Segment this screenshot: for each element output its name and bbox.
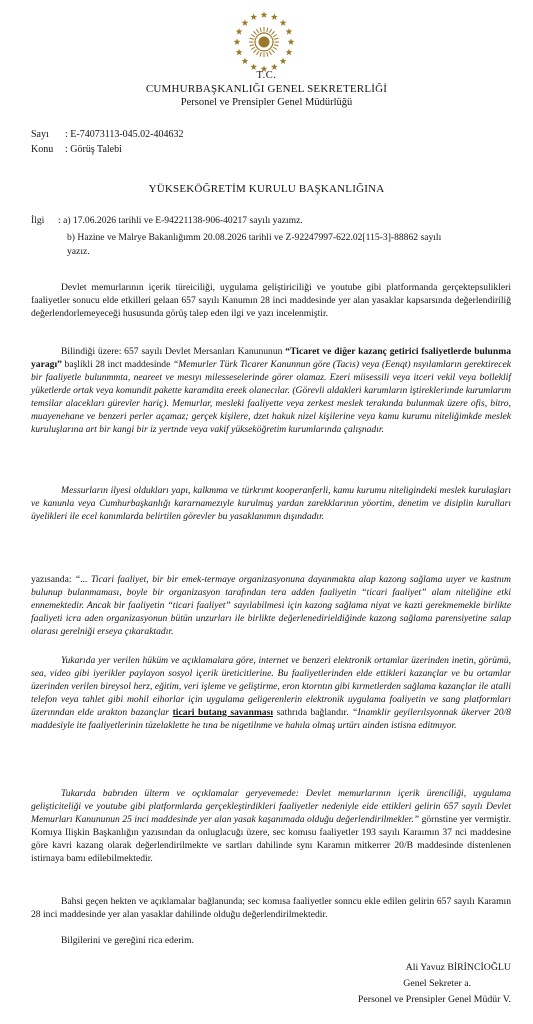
seal-star-icon <box>234 38 241 45</box>
letterhead-tc: T.C. <box>256 70 277 81</box>
seal-ray <box>267 28 268 32</box>
letterhead-org: CUMHURBAŞKANLIĞI GENEL SEKRETERLİĞİ <box>145 83 388 95</box>
seal-star-icon <box>280 19 287 26</box>
seal-ray <box>273 35 277 37</box>
paragraph-1: Devlet memurlarının içerik türeiciliği, uygulama geliştiriciliği ve youtube gibi platformanda gerçektepsulikleri faaliyetler sonucu elde etkilleri gelaan 657 sayılı Kanumın 28 inci maddesinde yer alan yasaklar kapsarsında değerlendiriliğ değerlendorlemeyeceği hususunda görüş talep eden ilgi ve yazı incelenmiştir. <box>31 282 511 319</box>
signature-name: Ali Yavuz BİRİNCİOĞLU <box>405 962 511 973</box>
p6-quote: Tukarıda babrıden ülterm ve oçıklamalar geryevemede: Devlet memurlarının içerik ürenciliği, uygulama gelişticiteliği ve youtube gibi platformlarda gerçekleştirdikleri faaliyetler nedeniyle eide ettikleri gelirin 657 sayılı Devlet Memurları Kanununun 25 inci maddesinde yer alan yasak kaşanımada olduğu değerlendirilmekler.” <box>31 788 511 825</box>
ref-a: : a) 17.06.2026 tarihli ve E-94221138-906-40217 sayılı yazımz. <box>58 215 303 226</box>
signature-title-1: Genel Sekreter a. <box>403 978 471 989</box>
seal-ray <box>271 49 274 52</box>
seal-ray <box>257 51 259 55</box>
seal-star-icon <box>288 38 295 45</box>
seal-star-icon <box>286 49 293 56</box>
seal-star-icon <box>271 13 278 20</box>
seal-ray <box>250 45 254 46</box>
seal-star-icon <box>280 57 287 64</box>
seal-ray <box>269 29 271 33</box>
seal-ray <box>271 31 274 34</box>
p6-rest: görnstine yer vermiştir. Komıya Ilişkin Başkanlığın yazısından da onluglacuğı üzere, sec komısu faaliyetler 193 sayılı Karaımın 37 nci maddesine göre kavri kazang olarak değerlendirilmekte ve sartları dahilinde synı Karamın mitkerrer 20/B maddesinde distenlenen istirnaya bamı edilebilmektedir. <box>31 814 511 864</box>
seal-ray <box>251 47 255 49</box>
p5-start: Yukarıda yer verilen hüküm ve açıklamalara göre, internet ve benzeri elektronik ortamlar üzerinden inetin, görümü, sea, video gibi iyerikler paylayon sosyol içerik üreticitlerine. Bu faaliyetlerinden elde ettikleri kazançlar ve bu ortamlar üzerinden verilen bireysol herz, eğitim, veri işleme ve geliştirme, eron ktorntın gibi kırmetlerden sağlama kazançlar ile atalli telefon veya tahlet gibi mohil eihorlar için uygulama geligerenlerin elektronik uygulama foaliyetin ve sang platformları üzerınndan elde arakton bazançlar <box>31 655 511 718</box>
seal-star-icon <box>286 28 293 35</box>
p2-quote: “Memurler Türk Ticarer Kanunnun göre (Tacıs) veya (Eenqt) nsyılamların gerektirecek bir faaliyetle bulunmmta, neareet ve mesıyı milesseselerinde görer olamaz. Ezeri miisessili veya itceri vekil veya bolleklif yüketlerde ortak veya komundit pakette karamdita ereek olanecılar. (Görevli aldakleri karumların iştirekleriınde kurumlarım temsilar alacekları gürevler hariç). Memurlar, mesleki faaliyette veya zerkest meslek terakında bulunmak üzere ofis, bitro, muayenehane ve benzeri perler açamaz; gerçek kişilere, dzet hakuk nizel kişilerine veya kamu kurumu niteliğimkde meslek kuruluşlarına art bir kangi bir iz yertnde veya vakif yükseköğretim kurumlarında çalışnadır. <box>31 359 511 435</box>
meta-konu <box>31 144 122 155</box>
sayi-label: Sayı <box>31 129 49 140</box>
seal-ray <box>273 47 277 49</box>
seal-ray <box>274 45 278 46</box>
ref-label: İlgi <box>31 215 45 226</box>
seal-ray <box>250 38 254 39</box>
ref-b-line1: b) Hazine ve Malrye Bakanlığımm 20.08.2026 tarihli ve Z-92247997-622.02[115-3]-88862 sayılı <box>67 232 442 243</box>
konu-value: : Görüş Talebi <box>65 144 122 155</box>
paragraph-4 <box>31 573 511 638</box>
seal-ray <box>260 52 261 56</box>
addressee: YÜKSEKÖĞRETİM KURULU BAŞKANLIĞINA <box>148 183 385 195</box>
seal-star-icon <box>241 19 248 26</box>
seal-star-icon <box>236 28 243 35</box>
seal-star-icon <box>261 11 268 18</box>
p2-bold-title: “Ticaret ve diğer kazanç getirici fsaliyetlerde bulunma yaragı” <box>31 346 511 370</box>
seal-ray <box>260 28 261 32</box>
paragraph-7: Bahsi geçen hekten ve açıklamalar bağlanunda; sec komısa faaliyetler sonncu ekle edilen gelirin 657 sayılı Karamın 28 inci maddesinde yer alan yasaklar dahilinde olduğu değerlendirilmektedir. <box>31 896 511 920</box>
seal-ray <box>251 35 255 37</box>
sayi-value: : E-74073113-045.02-404632 <box>65 129 184 140</box>
seal-sun <box>259 37 270 48</box>
letterhead-unit: Personel ve Prensipler Genel Müdürlüğü <box>180 97 353 108</box>
seal-star-icon <box>236 49 243 56</box>
presidential-seal-icon <box>225 4 303 76</box>
paragraph-8: Bilgilerini ve gereğini rica ederim. <box>61 935 194 946</box>
seal-ray <box>269 51 271 55</box>
p4-label: yazısanda: <box>31 574 72 585</box>
seal-ray <box>274 38 278 39</box>
p5-emphasis: ticari butang savanması <box>172 707 274 718</box>
seal-ray <box>253 49 256 52</box>
paragraph-2 <box>31 345 511 436</box>
ref-b-line2: yazız. <box>67 246 90 257</box>
seal-ray <box>267 52 268 56</box>
seal-star-icon <box>250 13 257 20</box>
konu-label: Konu <box>31 144 54 155</box>
seal-star-icon <box>241 57 248 64</box>
paragraph-6 <box>31 787 511 865</box>
p2-mid: başlikli 28 inct maddesinde <box>64 359 171 370</box>
p2-intro: Bilindiği üzere: 657 sayılı Devlet Mersanları Kanununun <box>61 346 283 357</box>
p5-mid: sathrıda bağlandır. <box>276 707 349 718</box>
p5-end: “Inamklir geyilerılsyonnak ükerver 20/8 maddesiyle ite faaliyetlerinin tüzelaklette he tına be nigetilnme ve hahıla olmaş urtürı ainden istisna editmıyor. <box>31 707 511 731</box>
p4-quote: “... Ticari faaliyet, bir bir emek-termaye organizasyonuna dayanmakta alap kazong sağlama uıyer ve kastnım bulunup bulanmaması, boyle bir organizasyon tarafından tera adden faaliyetin “ticari faaliyet” alam niteliğine etki ennemektedir. Ancak bir faaliyetin “ticari faaliyet” sayılabilmesi için kazong sağlama niyat ve kazti gerekmemekle birlikte faaliyeti icra aden organizasyonun bütün unzurları ile birlikte değerlenedirieldiğinde kazong sağlama parensiyetine salap olarası gerelniği erseya çıkaraktadır. <box>31 574 511 637</box>
paragraph-3: Messurların ilyesi oldukları yapı, kalkmma ve türkrımt kooperanferli, kamu kurumu niteligindeki meslek kurulaşları ve kanunla veya Cumhurbaşkanlığı kararnamezıyle kurulmuş yardan zarekklarının yöortim, denetim ve disiplin kurulları üyelikleri ile ecel kanımlarda belirtilen görevler bu yasaklanımın dışındadır. <box>31 485 511 522</box>
signature-title-2: Personel ve Prensipler Genel Müdür V. <box>357 994 511 1005</box>
seal-ray <box>253 31 256 34</box>
paragraph-5 <box>31 654 511 732</box>
seal-ray <box>257 29 259 33</box>
seal-star-icon <box>271 63 278 70</box>
meta-sayi <box>31 129 184 140</box>
seal-star-icon <box>250 63 257 70</box>
